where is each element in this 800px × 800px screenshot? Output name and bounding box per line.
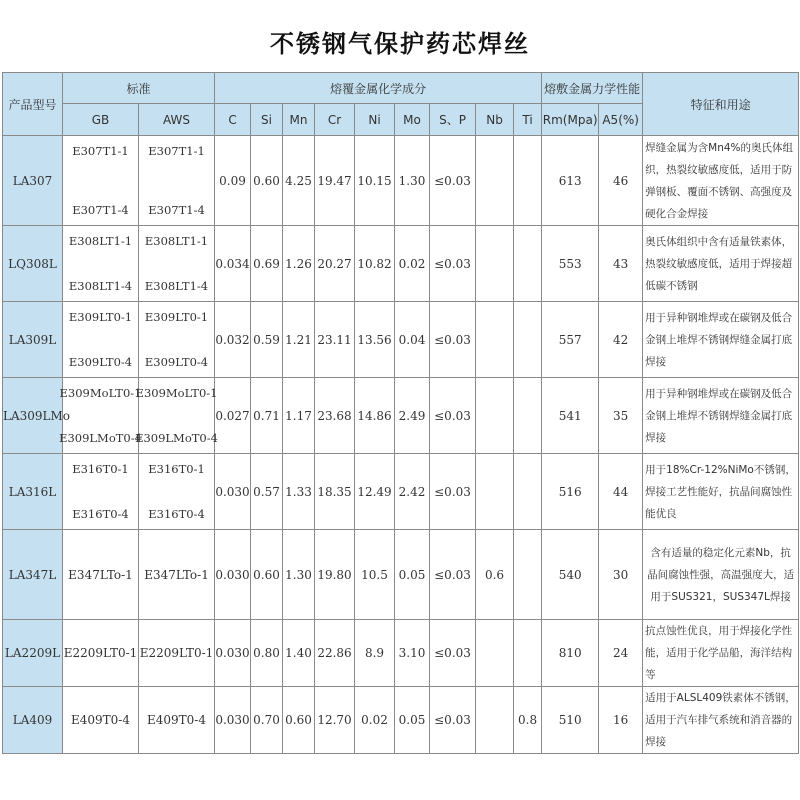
- gb-value-alt: E309LMoT0-4: [59, 431, 142, 445]
- table-row: [3, 136, 799, 226]
- rm-cell: 553: [542, 226, 599, 302]
- table-body: [3, 136, 799, 754]
- a5-cell: 30: [599, 530, 643, 620]
- a5-cell: 16: [599, 687, 643, 754]
- si-cell: 0.59: [251, 302, 283, 378]
- c-cell: 0.030: [215, 620, 251, 687]
- table-row: [3, 687, 799, 754]
- mn-cell: 1.30: [283, 530, 315, 620]
- c-cell: 0.030: [215, 687, 251, 754]
- si-cell: 0.69: [251, 226, 283, 302]
- use-cell: 适用于ALSL409铁素体不锈钢，适用于汽车排气系统和消音器的焊接: [643, 687, 799, 754]
- aws-value-alt: E309LMoT0-4: [135, 431, 218, 445]
- c-cell: 0.034: [215, 226, 251, 302]
- header-c: C: [215, 104, 251, 136]
- header-rm: Rm(Mpa): [542, 104, 599, 136]
- use-cell: 用于异种钢堆焊或在碳钢及低合金钢上堆焊不锈钢焊缝金属打底焊接: [643, 378, 799, 454]
- si-cell: 0.71: [251, 378, 283, 454]
- ni-cell: 8.9: [355, 620, 395, 687]
- mn-cell: 4.25: [283, 136, 315, 226]
- a5-cell: 24: [599, 620, 643, 687]
- rm-cell: 516: [542, 454, 599, 530]
- mo-cell: 1.30: [395, 136, 430, 226]
- table-row: [3, 226, 799, 302]
- aws-value: E307T1-1: [148, 144, 205, 158]
- model-cell: LA307: [3, 136, 63, 226]
- aws-value-alt: E309LT0-4: [144, 355, 209, 369]
- si-cell: 0.60: [251, 136, 283, 226]
- sp-cell: ≤0.03: [430, 687, 476, 754]
- nb-cell: [476, 687, 514, 754]
- cr-cell: 23.11: [315, 302, 355, 378]
- nb-cell: [476, 378, 514, 454]
- sp-cell: ≤0.03: [430, 226, 476, 302]
- a5-cell: 43: [599, 226, 643, 302]
- aws-value-alt: E308LT1-4: [144, 279, 209, 293]
- nb-cell: [476, 226, 514, 302]
- mo-cell: 0.02: [395, 226, 430, 302]
- sp-cell: ≤0.03: [430, 302, 476, 378]
- header-nb: Nb: [476, 104, 514, 136]
- cr-cell: 20.27: [315, 226, 355, 302]
- mo-cell: 3.10: [395, 620, 430, 687]
- aws-value: E308LT1-1: [144, 234, 209, 248]
- header-cr: Cr: [315, 104, 355, 136]
- c-cell: 0.030: [215, 530, 251, 620]
- header-use: 特征和用途: [643, 73, 799, 136]
- sp-cell: ≤0.03: [430, 620, 476, 687]
- rm-cell: 540: [542, 530, 599, 620]
- use-cell: 用于18%Cr-12%NiMo不锈钢，焊接工艺性能好，抗晶间腐蚀性能优良: [643, 454, 799, 530]
- si-cell: 0.60: [251, 530, 283, 620]
- gb-value: E307T1-1: [72, 144, 129, 158]
- ni-cell: 0.02: [355, 687, 395, 754]
- ti-cell: [514, 620, 542, 687]
- use-cell: 焊缝金属为含Mn4%的奥氏体组织，热裂纹敏感度低，适用于防弹钢板、覆面不锈钢、高强度及硬化合金焊接: [643, 136, 799, 226]
- mo-cell: 2.49: [395, 378, 430, 454]
- gb-value-alt: E309LT0-4: [68, 355, 133, 369]
- gb-cell: [63, 136, 139, 226]
- header-si: Si: [251, 104, 283, 136]
- gb-cell: [63, 302, 139, 378]
- mn-cell: 1.21: [283, 302, 315, 378]
- gb-cell: E409T0-4: [63, 687, 139, 754]
- header-ti: Ti: [514, 104, 542, 136]
- aws-cell: E409T0-4: [139, 687, 215, 754]
- use-cell: 用于异种钢堆焊或在碳钢及低合金钢上堆焊不锈钢焊缝金属打底焊接: [643, 302, 799, 378]
- header-mech: 熔敷金属力学性能: [542, 73, 643, 104]
- gb-value: E316T0-1: [72, 462, 129, 476]
- gb-cell: [63, 226, 139, 302]
- gb-cell: [63, 454, 139, 530]
- header-aws: AWS: [139, 104, 215, 136]
- spec-table: [2, 72, 799, 754]
- gb-value: E309MoLT0-1: [59, 386, 142, 400]
- nb-cell: [476, 620, 514, 687]
- aws-value-alt: E307T1-4: [148, 203, 205, 217]
- use-cell: 奥氏体组织中含有适量铁素体，热裂纹敏感度低，适用于焊接超低碳不锈钢: [643, 226, 799, 302]
- sp-cell: ≤0.03: [430, 454, 476, 530]
- ni-cell: 13.56: [355, 302, 395, 378]
- header-sp: S、P: [430, 104, 476, 136]
- nb-cell: [476, 302, 514, 378]
- model-cell: LA2209L: [3, 620, 63, 687]
- ni-cell: 14.86: [355, 378, 395, 454]
- rm-cell: 541: [542, 378, 599, 454]
- gb-value-alt: E307T1-4: [72, 203, 129, 217]
- ti-cell: [514, 226, 542, 302]
- page-title: 不锈钢气保护药芯焊丝: [270, 29, 530, 58]
- cr-cell: 23.68: [315, 378, 355, 454]
- table-row: [3, 620, 799, 687]
- use-cell: 抗点蚀性优良，用于焊接化学性能，适用于化学品船，海洋结构等: [643, 620, 799, 687]
- ni-cell: 12.49: [355, 454, 395, 530]
- aws-cell: [135, 378, 218, 454]
- mo-cell: 0.05: [395, 687, 430, 754]
- header-ni: Ni: [355, 104, 395, 136]
- aws-cell: E347LTo-1: [139, 530, 215, 620]
- table-row: [3, 530, 799, 620]
- model-cell: LA347L: [3, 530, 63, 620]
- model-cell: LA309LMo: [3, 378, 63, 454]
- model-cell: LA409: [3, 687, 63, 754]
- mo-cell: 2.42: [395, 454, 430, 530]
- c-cell: 0.032: [215, 302, 251, 378]
- rm-cell: 510: [542, 687, 599, 754]
- header-standard: 标准: [63, 73, 215, 104]
- use-cell: 含有适量的稳定化元素Nb，抗晶间腐蚀性强，高温强度大，适用于SUS321，SUS347L焊接: [643, 530, 799, 620]
- sp-cell: ≤0.03: [430, 378, 476, 454]
- table-header: [3, 73, 799, 136]
- nb-cell: 0.6: [476, 530, 514, 620]
- nb-cell: [476, 136, 514, 226]
- mn-cell: 1.26: [283, 226, 315, 302]
- sp-cell: ≤0.03: [430, 136, 476, 226]
- aws-cell: [139, 226, 215, 302]
- aws-value-alt: E316T0-4: [148, 507, 205, 521]
- header-gb: GB: [63, 104, 139, 136]
- si-cell: 0.70: [251, 687, 283, 754]
- header-a5: A5(%): [599, 104, 643, 136]
- ni-cell: 10.82: [355, 226, 395, 302]
- cr-cell: 19.47: [315, 136, 355, 226]
- aws-value: E309MoLT0-1: [135, 386, 218, 400]
- gb-value-alt: E316T0-4: [72, 507, 129, 521]
- gb-cell: E347LTo-1: [63, 530, 139, 620]
- si-cell: 0.57: [251, 454, 283, 530]
- cr-cell: 19.80: [315, 530, 355, 620]
- table-row: [3, 378, 799, 454]
- a5-cell: 42: [599, 302, 643, 378]
- ti-cell: [514, 378, 542, 454]
- mo-cell: 0.05: [395, 530, 430, 620]
- header-chem: 熔覆金属化学成分: [215, 73, 542, 104]
- mn-cell: 1.17: [283, 378, 315, 454]
- a5-cell: 35: [599, 378, 643, 454]
- aws-cell: E2209LT0-1: [139, 620, 215, 687]
- header-mn: Mn: [283, 104, 315, 136]
- gb-value: E309LT0-1: [68, 310, 133, 324]
- a5-cell: 46: [599, 136, 643, 226]
- ni-cell: 10.15: [355, 136, 395, 226]
- ti-cell: [514, 302, 542, 378]
- sp-cell: ≤0.03: [430, 530, 476, 620]
- si-cell: 0.80: [251, 620, 283, 687]
- aws-cell: [139, 136, 215, 226]
- model-cell: LA316L: [3, 454, 63, 530]
- table-row: [3, 302, 799, 378]
- nb-cell: [476, 454, 514, 530]
- mn-cell: 1.40: [283, 620, 315, 687]
- gb-value-alt: E308LT1-4: [68, 279, 133, 293]
- cr-cell: 22.86: [315, 620, 355, 687]
- header-model: 产品型号: [3, 73, 63, 136]
- mn-cell: 1.33: [283, 454, 315, 530]
- gb-cell: E2209LT0-1: [63, 620, 139, 687]
- aws-value: E309LT0-1: [144, 310, 209, 324]
- rm-cell: 613: [542, 136, 599, 226]
- model-cell: LQ308L: [3, 226, 63, 302]
- cr-cell: 12.70: [315, 687, 355, 754]
- gb-cell: [59, 378, 142, 454]
- c-cell: 0.09: [215, 136, 251, 226]
- rm-cell: 810: [542, 620, 599, 687]
- cr-cell: 18.35: [315, 454, 355, 530]
- mn-cell: 0.60: [283, 687, 315, 754]
- ti-cell: [514, 136, 542, 226]
- ni-cell: 10.5: [355, 530, 395, 620]
- aws-value: E316T0-1: [148, 462, 205, 476]
- c-cell: 0.027: [215, 378, 251, 454]
- header-mo: Mo: [395, 104, 430, 136]
- ti-cell: [514, 530, 542, 620]
- ti-cell: 0.8: [514, 687, 542, 754]
- model-cell: LA309L: [3, 302, 63, 378]
- gb-value: E308LT1-1: [68, 234, 133, 248]
- ti-cell: [514, 454, 542, 530]
- a5-cell: 44: [599, 454, 643, 530]
- c-cell: 0.030: [215, 454, 251, 530]
- aws-cell: [139, 302, 215, 378]
- mo-cell: 0.04: [395, 302, 430, 378]
- rm-cell: 557: [542, 302, 599, 378]
- table-row: [3, 454, 799, 530]
- aws-cell: [139, 454, 215, 530]
